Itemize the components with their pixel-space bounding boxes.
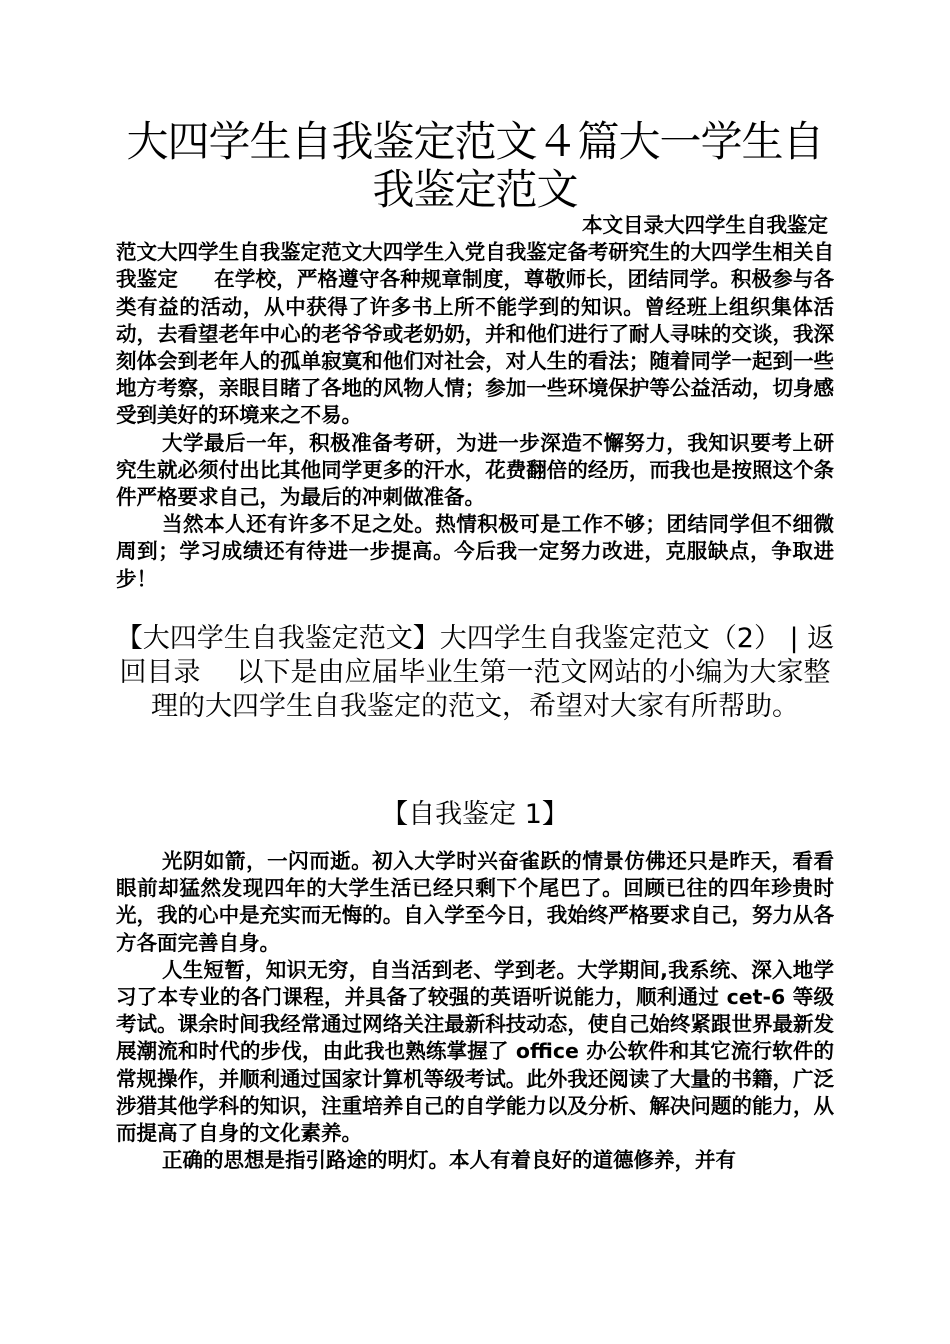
document-title: 大四学生自我鉴定范文４篇大一学生自我鉴定范文	[126, 117, 824, 214]
paragraph-2: 大学最后一年，积极准备考研，为进一步深造不懈努力，我知识要考上研究生就必须付出比其他同学更多的汗水，花费翻倍的经历，而我也是按照这个条件严格要求自己，为最后的冲刺做准备。	[116, 430, 834, 510]
body-section-2	[116, 848, 834, 1174]
section-intro: 以下是由应届毕业生第一范文网站的小编为大家整理的大四学生自我鉴定的范文，希望对大家有所帮助。	[151, 657, 831, 722]
paragraph-1	[116, 239, 834, 429]
toc-entries: 范文大四学生自我鉴定范文大四学生入党自我鉴定备考研究生的大四学生相关自我鉴定	[116, 240, 834, 292]
paragraph-4: 光阴如箭，一闪而逝。初入大学时兴奋雀跃的情景仿佛还只是昨天，看看眼前却猛然发现四年的大学生活已经只剩下个尾巴了。回顾已往的四年珍贵时光，我的心中是充实而无悔的。自入学至今日，我始终严格要求自己，努力从各方各面完善自身。	[116, 849, 834, 955]
section-intro-block	[112, 622, 838, 724]
paragraph-6: 正确的思想是指引路途的明灯。本人有着良好的道德修养，并有	[162, 1148, 736, 1173]
paragraph-5: 人生短暂，知识无穷，自当活到老、学到老。大学期间,我系统、深入地学习了本专业的各门课程，并具备了较强的英语听说能力，顺利通过 cet-6 等级考试。课余时间我经常通过网络关注最新科技动态，使自己始终紧跟世界最新发展潮流和时代的步伐，由此我也熟练掌握了 office 办公软件和其它流行软件的常规操作，并顺利通过国家计算机等级考试。此外我还阅读了大量的书籍，广泛涉猎其他学科的知识，注重培养自己的自学能力以及分析、解决问题的能力，从而提高了自身的文化素养。	[116, 957, 834, 1146]
paragraph-1-text: 在学校，严格遵守各种规章制度，尊敬师长，团结同学。积极参与各类有益的活动，从中获得了许多书上所不能学到的知识。曾经班上组织集体活动，去看望老年中心的老爷爷或老奶奶，并和他们进行了耐人寻味的交谈，我深刻体会到老年人的孤单寂寞和他们对社会，对人生的看法；随着同学一起到一些地方考察，亲眼目睹了各地的风物人情；参加一些环境保护等公益活动，切身感受到美好的环境来之不易。	[116, 267, 834, 428]
toc-intro: 本文目录大四学生自我鉴定	[582, 213, 828, 237]
paragraph-3: 当然本人还有许多不足之处。热情积极可是工作不够；团结同学但不细微周到；学习成绩还有待进一步提高。今后我一定努力改进，克服缺点，争取进步！	[116, 512, 834, 591]
subheading: 【自我鉴定 1】	[381, 799, 569, 830]
section-head: 【大四学生自我鉴定范文】大四学生自我鉴定范文（2）	[115, 623, 781, 654]
body-section-1	[116, 212, 834, 593]
back-to-toc-link[interactable]: | 返回目录	[119, 623, 835, 688]
